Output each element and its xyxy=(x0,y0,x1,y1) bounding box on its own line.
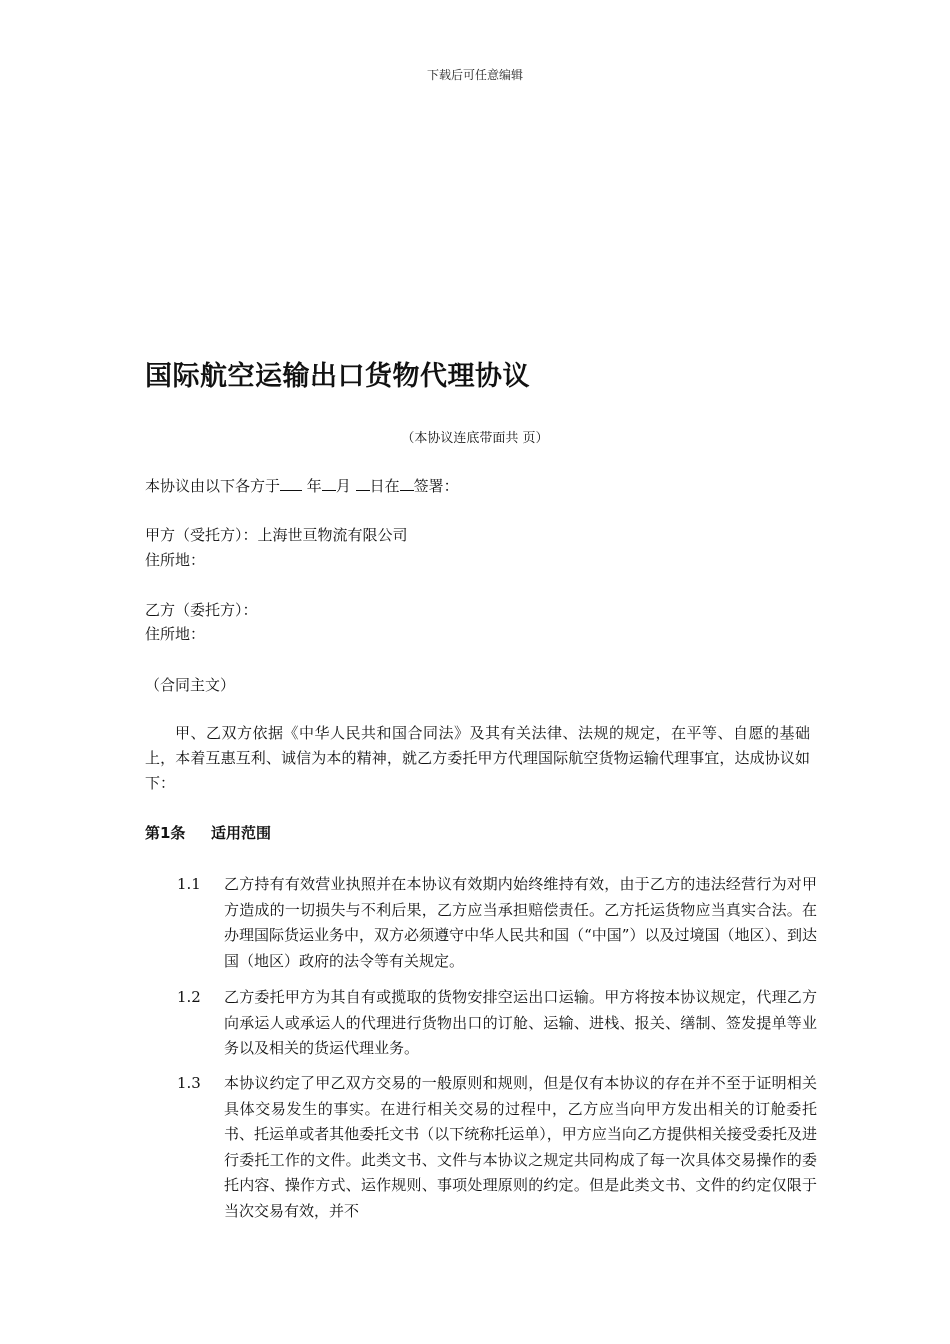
clause-number: 1.1 xyxy=(177,875,201,893)
section-heading xyxy=(145,822,271,843)
clause-number: 1.3 xyxy=(177,1074,201,1092)
signing-line xyxy=(145,474,459,498)
clause-1-2 xyxy=(177,985,817,1062)
section-title: 适用范围 xyxy=(211,824,272,842)
document-title: 国际航空运输出口货物代理协议 xyxy=(145,361,530,392)
party-a-label: 甲方（受托方）：上海世亘物流有限公司 xyxy=(145,526,408,544)
party-a-address: 住所地： xyxy=(145,551,206,569)
clause-text: 乙方持有有效营业执照并在本协议有效期内始终维持有效，由于乙方的违法经营行为对甲方造成的一切损失与不利后果，乙方应当承担赔偿责任。乙方托运货物应当真实合法。在办理国际货运业务中，双方必须遵守中华人民共和国（“中国”）以及过境国（地区）、到达国（地区）政府的法令等有关规定。 xyxy=(224,875,817,970)
contract-body-label: （合同主文） xyxy=(145,676,236,694)
preamble-paragraph: 甲、乙双方依据《中华人民共和国合同法》及其有关法律、法规的规定，在平等、自愿的基础上，本着互惠互利、诚信为本的精神，就乙方委托甲方代理国际航空货物运输代理事宜，达成协议如下： xyxy=(145,724,810,792)
clause-number: 1.2 xyxy=(177,988,201,1006)
signing-month: 月 xyxy=(335,477,351,495)
section-number: 第1条 xyxy=(145,824,186,842)
signing-day-place: 日在 xyxy=(369,477,400,495)
header-note: 下载后可任意编辑 xyxy=(426,68,523,82)
clause-1-3 xyxy=(177,1071,817,1224)
clause-1-1 xyxy=(177,872,817,974)
day-blank xyxy=(356,474,370,491)
clause-text: 乙方委托甲方为其自有或揽取的货物安排空运出口运输。甲方将按本协议规定，代理乙方向承运人或承运人的代理进行货物出口的订舱、运输、进栈、报关、缮制、签发提单等业务以及相关的货运代理业务。 xyxy=(224,988,817,1057)
place-blank xyxy=(400,474,414,491)
document-subtitle: （本协议连底带面共 页） xyxy=(401,431,549,446)
year-blank xyxy=(280,474,302,491)
clause-text: 本协议约定了甲乙双方交易的一般原则和规则，但是仅有本协议的存在并不至于证明相关具体交易发生的事实。在进行相关交易的过程中，乙方应当向甲方发出相关的订舱委托书、托运单或者其他委托文书（以下统称托运单），甲方应当向乙方提供相关接受委托及进行委托工作的文件。此类文书、文件与本协议之规定共同构成了每一次具体交易操作的委托内容、操作方式、运作规则、事项处理原则的约定。但是此类文书、文件的约定仅限于当次交易有效，并不 xyxy=(224,1074,817,1220)
party-b-label: 乙方（委托方）： xyxy=(145,601,258,619)
party-b-address: 住所地： xyxy=(145,625,206,643)
month-blank xyxy=(322,474,336,491)
signing-suffix: 签署： xyxy=(413,477,459,495)
signing-year: 年 xyxy=(306,477,322,495)
signing-prefix: 本协议由以下各方于 xyxy=(145,477,281,495)
